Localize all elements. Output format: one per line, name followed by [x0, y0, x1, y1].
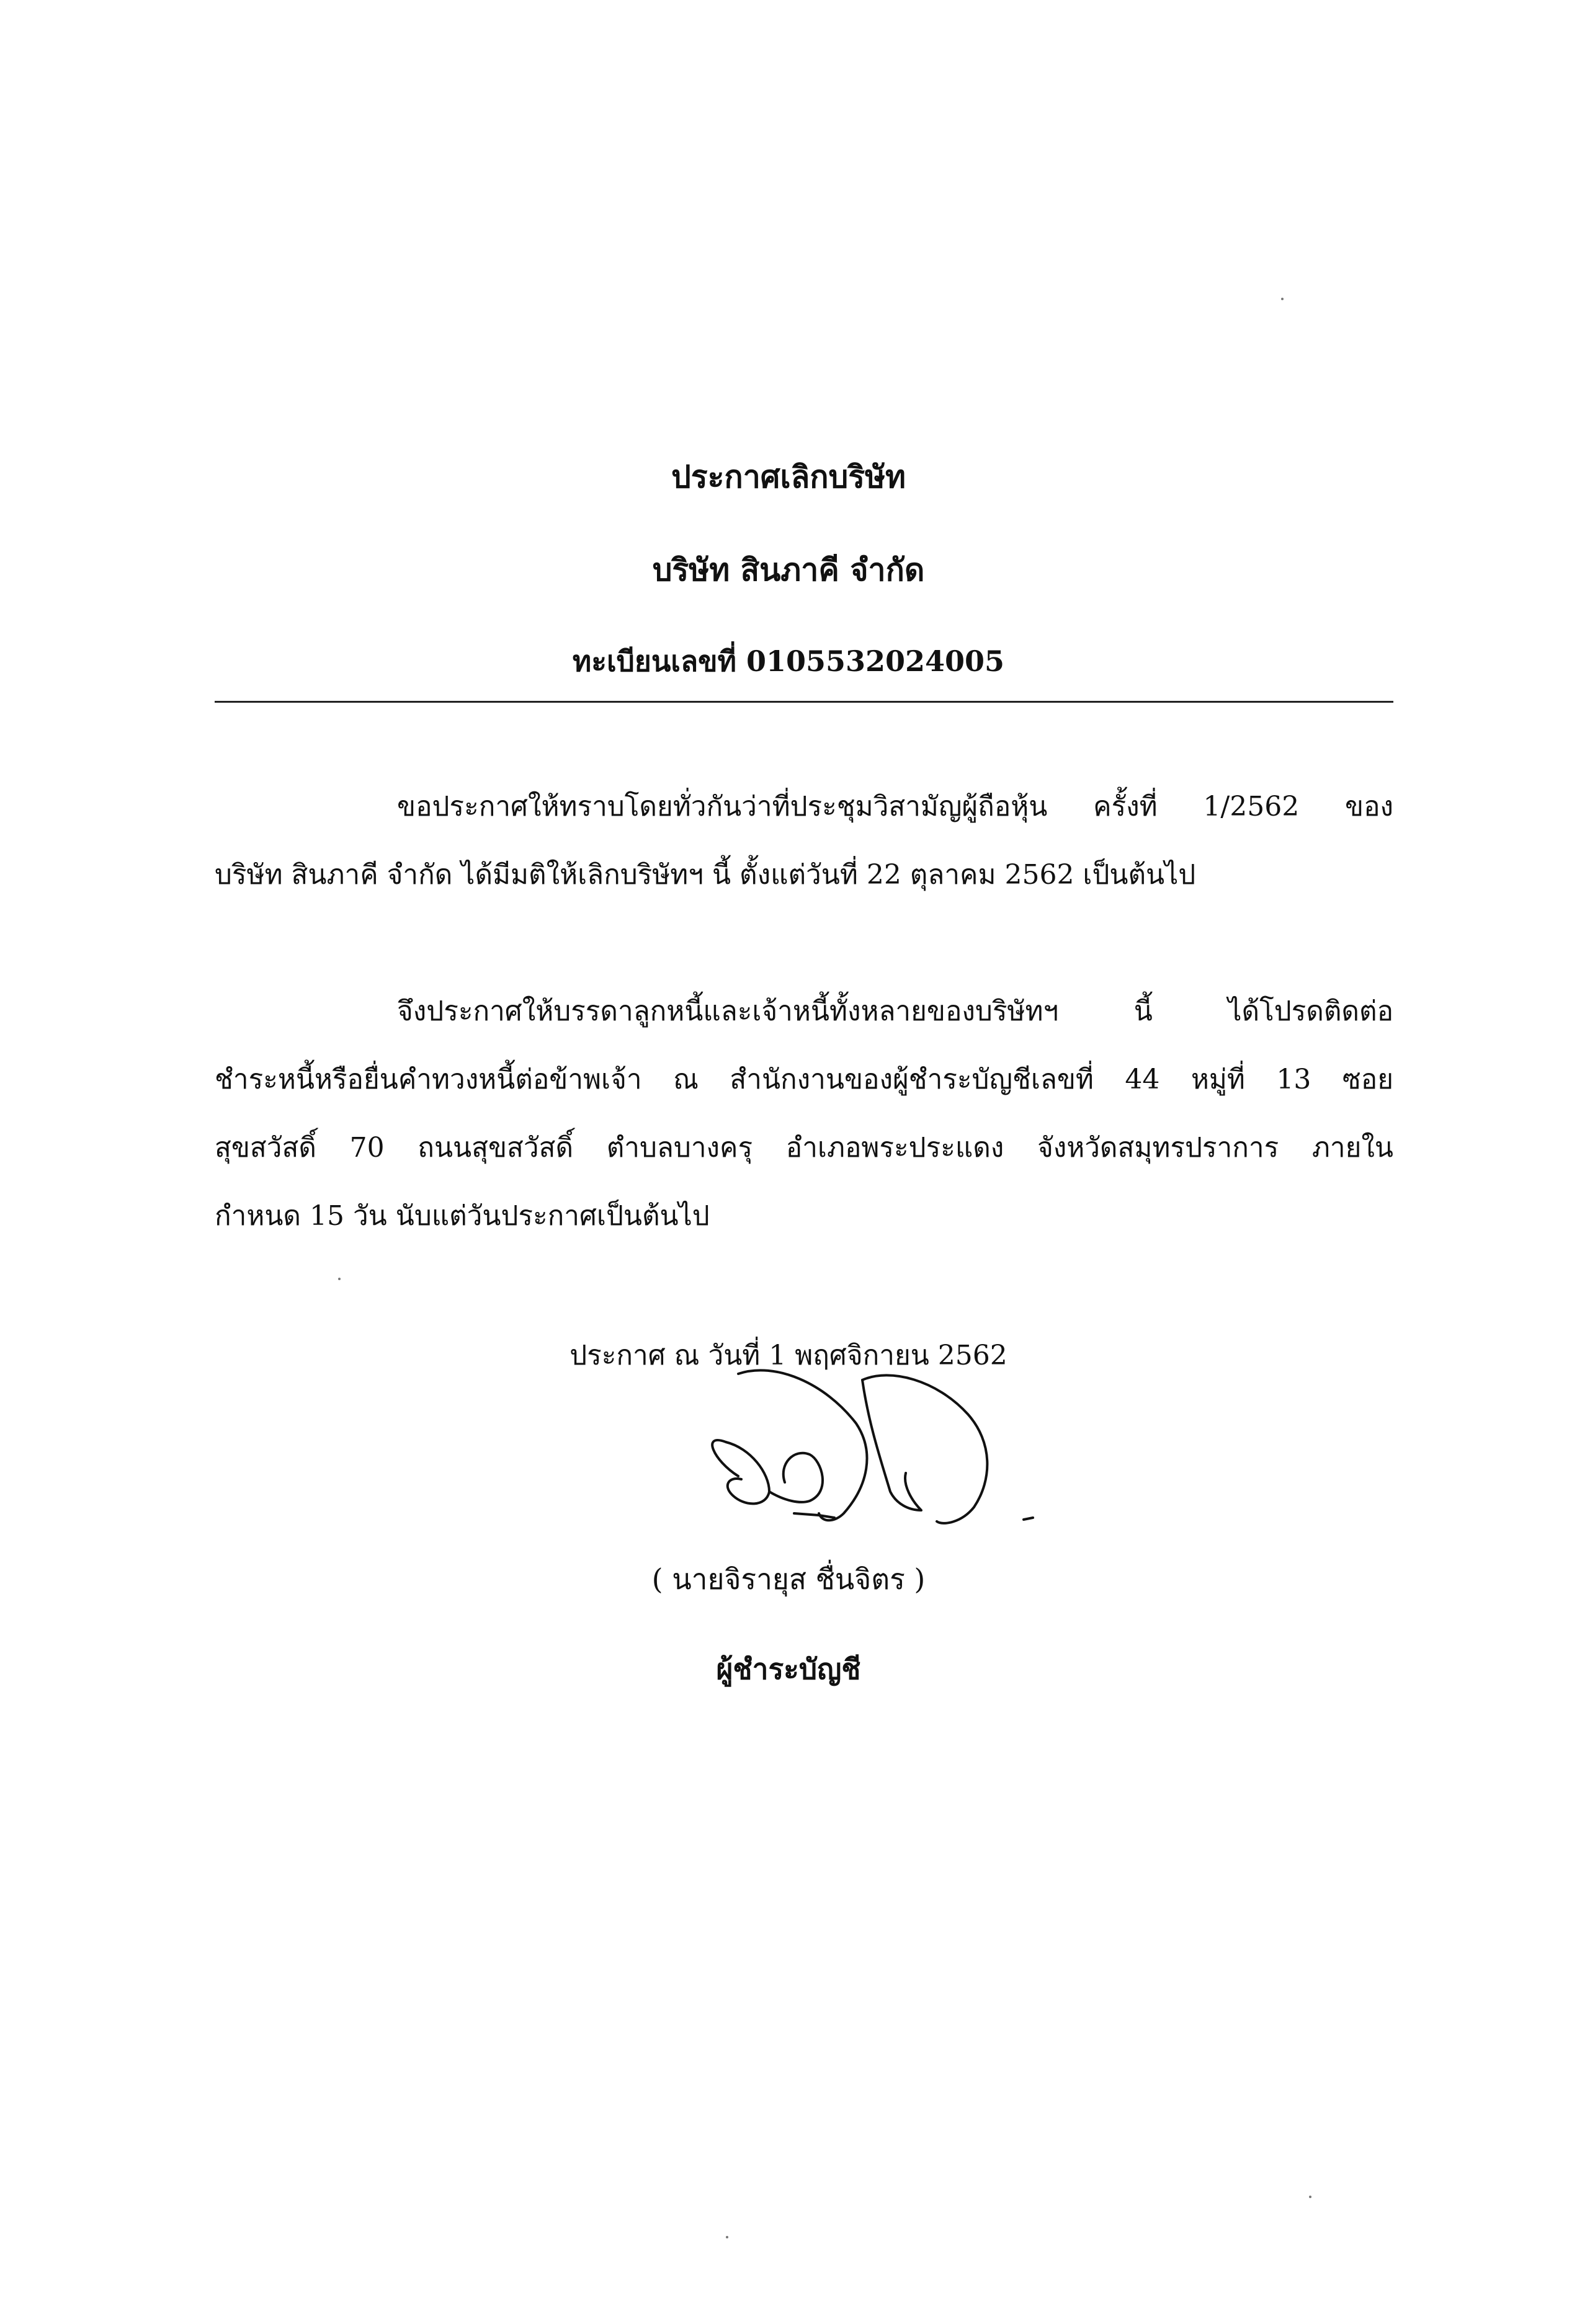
header-divider: [215, 701, 1393, 703]
announcement-title: ประกาศเลิกบริษัท: [671, 458, 906, 495]
paragraph2-line3: สุขสวัสดิ์ 70 ถนนสุขสวัสดิ์ ตำบลบางครุ อำเภอพระประแดง จังหวัดสมุทรปราการ ภายใน: [215, 1132, 1393, 1164]
paragraph2-line4: กำหนด 15 วัน นับแต่วันประกาศเป็นต้นไป: [215, 1200, 710, 1232]
registration-number: ทะเบียนเลขที่ 0105532024005: [572, 644, 1005, 678]
scan-speck: [338, 1278, 341, 1280]
paragraph1-line2: บริษัท สินภาคี จำกัด ได้มีมติให้เลิกบริษัทฯ นี้ ตั้งแต่วันที่ 22 ตุลาคม 2562 เป็นต้นไป: [215, 859, 1196, 891]
signatory-position: ผู้ชำระบัญชี: [716, 1652, 861, 1686]
company-name: บริษัท สินภาคี จำกัด: [652, 551, 925, 588]
scan-speck: [1281, 298, 1284, 300]
paragraph2-line2: ชำระหนี้หรือยื่นคำทวงหนี้ต่อข้าพเจ้า ณ สำนักงานของผู้ชำระบัญชีเลขที่ 44 หมู่ที่ 13 ซอย: [215, 1064, 1393, 1095]
paragraph2-line1: จึงประกาศให้บรรดาลูกหนี้และเจ้าหนี้ทั้งหลายของบริษัทฯ นี้ ได้โปรดติดต่อ: [397, 995, 1393, 1027]
scan-speck: [726, 2236, 728, 2238]
signatory-name: ( นายจิรายุส ชื่นจิตร ): [651, 1562, 926, 1596]
handwritten-signature: [676, 1355, 1073, 1560]
announcement-date: ประกาศ ณ วันที่ 1 พฤศจิกายน 2562: [570, 1340, 1007, 1371]
paragraph1-line1: ขอประกาศให้ทราบโดยทั่วกันว่าที่ประชุมวิสามัญผู้ถือหุ้น ครั้งที่ 1/2562 ของ: [397, 791, 1393, 822]
scan-speck: [1309, 2196, 1311, 2198]
